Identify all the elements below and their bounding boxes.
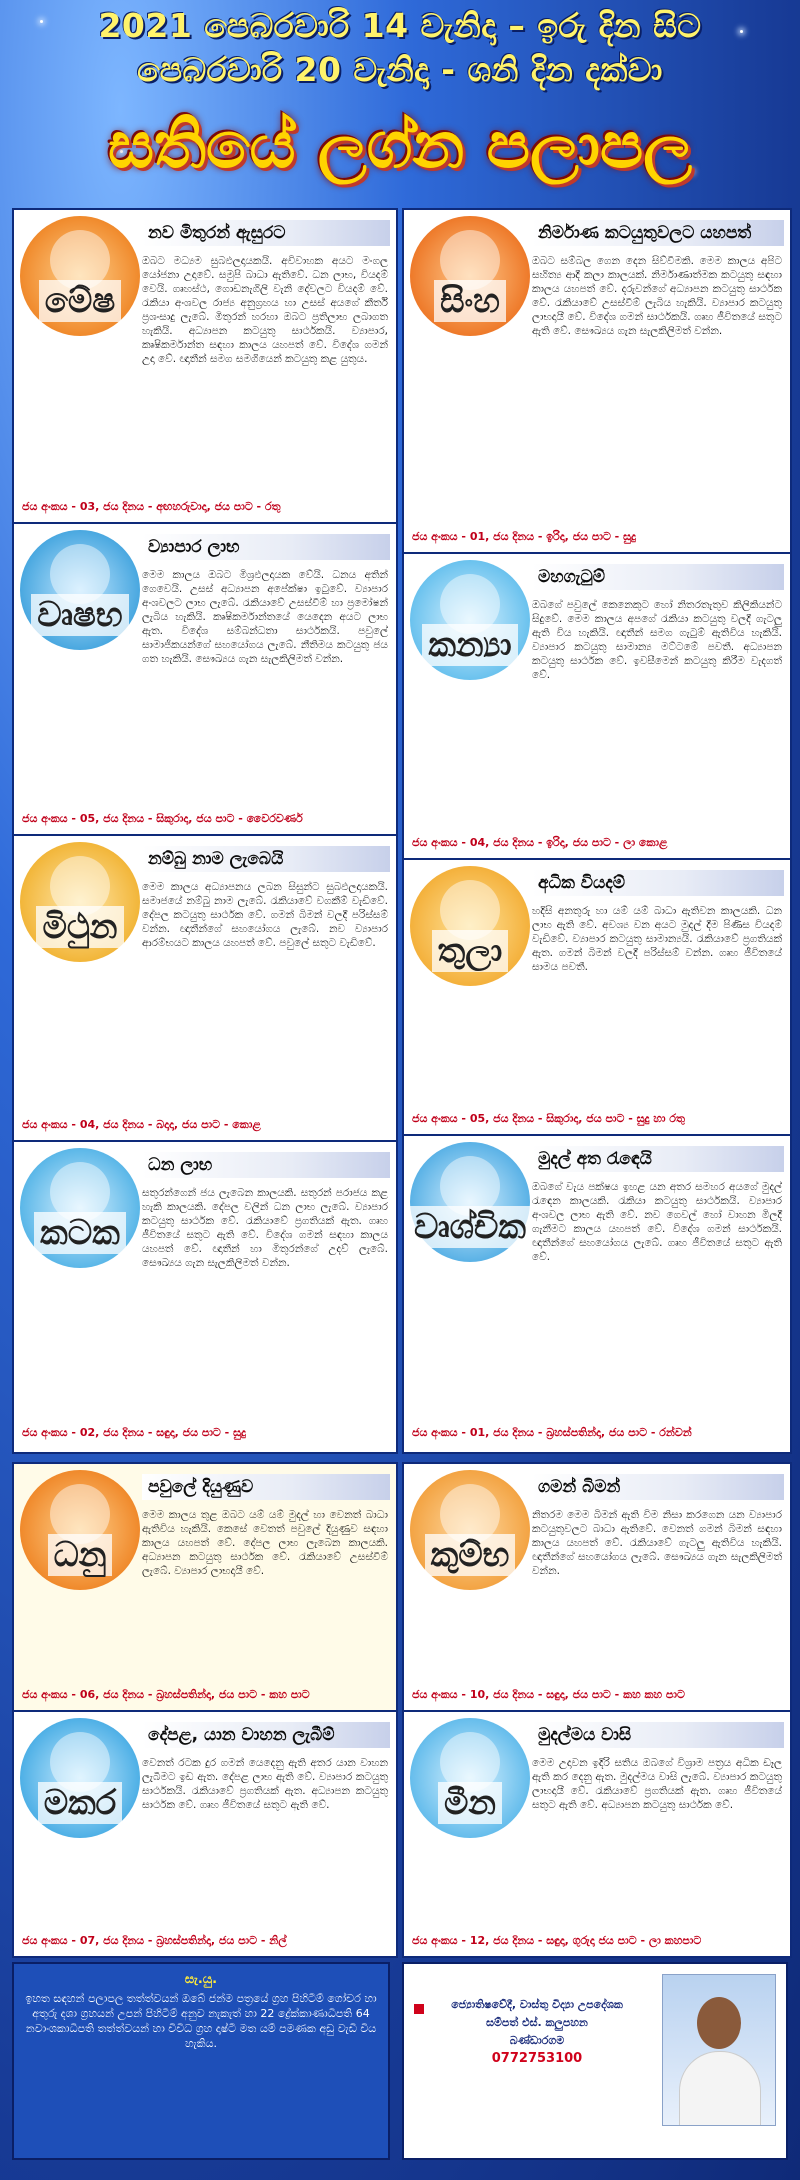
sign-meena <box>404 1710 790 1956</box>
sign-lucky-info: ජය අංකය - 04, ජය දිනය - බදාදා, ජය පාට - කොළ <box>22 1118 261 1131</box>
sign-forecast: නිතරම මෙම බිමන් ඇති විම නිසා කරගෙන යන ව්‍යාපාර කටයුතුවලට බාධා ඇතිවේ. වෙනත් ගමන් බිමන් සඳහා කාලය යහපත් වේ. රැකියාවේ ගැටලු ඇතිවිය හැකියි. ඥාතීන්ගේ සහයෝගය ලැබේ. සෞඛ්‍යය ගැන සැලකිලිමත් වන්න. <box>532 1509 782 1577</box>
kataka-crab-icon <box>20 1148 140 1268</box>
right-bottom-panel <box>402 1462 792 1958</box>
left-bottom-panel <box>12 1462 398 1958</box>
sign-heading: ධන ලාභ <box>142 1152 390 1178</box>
sign-forecast: ඔබට සම්බල ගෙන දෙන සිව්වීමකි. මෙම කාලය අපිට සහිත්‍ය ආදී කලා කාලයක්. නිර්මාණාත්මක කටයුතු සඳහා කාලය යහපත් වේ. දරුවන්ගේ අධ්‍යාපන කටයුතු සාර්ථක වේ. රැකියාවේ උසස්වීම් ලැබිය හැකියි. ව්‍යාපාර කටයුතු ලාභදායී වේ. විදේශ ගමන් සාර්ථකයි. ගෘහ ජීවිතයේ සතුට ඇති වේ. සෞඛ්‍යය ගැන සැලකිලිමත් වන්න. <box>532 255 782 337</box>
sign-forecast: ඔබගේ පවුලේ කෙනෙකුට හෝ නිතරතැතුව කිලිකියන්ට සිදුවේ. මෙම කාලය අපගේ රැකියා කටයුතු වලදී ගැටලු ඇති විය හැකියි. ඥාතීන් සමග ගැටුම් ඇතිවිය හැකියි. ව්‍යාපාර කටයුතු සාමාන්‍ය මට්ටමේ පවතී. අධ්‍යාපන කටයුතු සාර්ථක වේ. ඉවසීමෙන් කටයුතු කිරීම වැදගත් වේ. <box>532 599 782 681</box>
author-phone: 0772753100 <box>491 2051 583 2066</box>
sign-name: ධනු <box>48 1534 113 1576</box>
sign-forecast: මෙම කාලය තුළ ඔබට යම් යම් මුදල් හා වෙනත් බාධා ඇතිවිය හැකියි. කෙසේ වෙතත් පවුලේ දියුණුව සඳහා කාලය යහපත් වේ. දේපල ලාභ ලැබෙන කාලයකි. අධ්‍යාපන කටයුතු සාර්ථක වේ. රැකියාවේ උසස්වීම් ලැබේ. ව්‍යාපාර ලාභදායී වේ. <box>142 1509 388 1577</box>
sign-name: මීන <box>438 1782 502 1824</box>
sign-name: කටක <box>34 1212 126 1254</box>
sign-lucky-info: ජය අංකය - 04, ජය දිනය - ඉරිදා, ජය පාට - ලා කොළ <box>412 836 668 849</box>
sign-lucky-info: ජය අංකය - 05, ජය දිනය - සිකුරාදා, ජය පාට - සුදු හා රතු <box>412 1112 685 1125</box>
sign-dhanu <box>14 1464 396 1710</box>
date-range-end: පෙබරවාරි 20 වැනිදා - ශනි දින දක්වා <box>137 50 663 89</box>
sign-makara <box>14 1710 396 1956</box>
sign-lucky-info: ජය අංකය - 01, ජය දිනය - බ්‍රහස්පතින්දා, ජය පාට - රන්වන් <box>412 1426 692 1439</box>
sign-lucky-info: ජය අංකය - 01, ජය දිනය - ඉරිදා, ජය පාට - සුදු <box>412 530 636 543</box>
sign-mithuna <box>14 834 396 1140</box>
sign-lucky-info: ජය අංකය - 03, ජය දිනය - අඟහරුවාදා, ජය පාට - රතු <box>22 500 281 513</box>
kumbha-water-bearer-icon <box>410 1470 530 1590</box>
sign-forecast: හදිසි අනතුරු හා යම් යම් බාධා ඇතිවන කාලයකි. ධන ලාභ ඇති වේ. අවශ්‍ය වන අයට මුදල් දීම පිණිස වියදම් වැඩිවේ. ව්‍යාපාර කටයුතු සාමාන්‍යයි. රැකියාවේ ප්‍රගතියක් ඇත. ගමන් බිමන් වලදී පරිස්සම් වන්න. ගෘහ ජීවිතයේ සාමය පවතී. <box>532 905 782 973</box>
sign-heading: ව්‍යාපාර ලාභ <box>142 534 390 560</box>
sign-heading: නම්බු නාම ලැබෙයි <box>142 846 390 872</box>
mithuna-twins-icon <box>20 842 140 962</box>
sign-forecast: මෙම කාලය ඔබට මිශ්‍රඵලදායක වේයි. ධනය අතින් ගෙවෙයි. උසස් අධ්‍යාපන අපේක්ෂා ඉටුවේ. ව්‍යාපාර අංශවලට ලාභ ලැබේ. රැකියාවේ උසස්වීම් හා ප්‍රමෝෂන් ලැබිය හැකියි. කෘෂිකර්මාන්තයේ යෙදෙන අයට ලාභ ඇත. විදේශ සම්බන්ධතා සාර්ථකයි. පවුලේ සාමාජිකයන්ගේ සහයෝගය ලැබේ. නීතිමය කටයුතු ජය ගත හැකියි. සෞඛ්‍යය ගැන සැලකිලිමත් වන්න. <box>142 569 388 665</box>
sign-kataka <box>14 1140 396 1448</box>
makara-goat-icon <box>20 1718 140 1838</box>
sign-lucky-info: ජය අංකය - 07, ජය දිනය - බ්‍රහස්පතින්දා, ජය පාට - නිල් <box>22 1934 287 1947</box>
sign-heading: මුදල් අත රැඳෙයි <box>532 1146 784 1172</box>
bullet-icon <box>414 2004 424 2014</box>
sign-forecast: සතුරන්ගෙන් ජය ලැබෙන කාලයකි. සතුරන් පරාජය කළ හැකි කාලයකි. දේපල වලින් ධන ලාභ ලැබේ. ව්‍යාපාර කටයුතු සාර්ථක වේ. රැකියාවේ ප්‍රගතියක් ඇත. ගෘහ ජීවිතයේ සතුට ඇති වේ. විදේශ ගමන් සඳහා කාලය යහපත් වේ. ඥාතීන් හා මිතුරන්ගේ උදව් ලැබේ. සෞඛ්‍යය ගැන සැලකිලිමත් වන්න. <box>142 1187 388 1269</box>
note-text: ඉහත සඳහන් පලාපල තත්ත්වයන් ඔබේ ජන්ම පත්‍රයේ ග්‍රහ පිහිටීම් ගෝචර හා අතුරු දශා ග්‍රහයන් උපන් පිහිටීම් අනුව නැකැත් හා 22 ද්‍රේක්කාණාධිපති 64 නවාංශකාධිපති තත්ත්වයන් හා විවිධ ග්‍රහ දෘෂ්ටී මත යම් පමණක අඩු වැඩි විය හැකිය. <box>25 1992 377 2050</box>
sign-name: මේෂ <box>39 280 122 322</box>
sign-tula <box>404 858 790 1134</box>
author-role: ජ්‍යොතිෂවේදී, වාස්තු විද්‍යා උපදේශක <box>451 1998 623 2011</box>
kanya-maiden-icon <box>410 560 530 680</box>
meena-fish-icon <box>410 1718 530 1838</box>
page-title: සතියේ ලග්න පලාපල <box>107 109 693 183</box>
sign-heading: ගමන් බිමන් <box>532 1474 784 1500</box>
sign-heading: පවුලේ දියුණුව <box>142 1474 390 1500</box>
author-credit <box>402 1962 788 2160</box>
note-heading: සැ.යු. <box>184 1972 218 1987</box>
sign-forecast: මෙම උදාවන ඉදිරි සතිය ඔබගේ විශ්‍රාම පත්‍රය අධික ඩෑල ඇති කර දෙනු ඇත. මුදල්මය වාසි ලැබේ. ව්‍යාපාර කටයුතු ලාභදායී වේ. රැකියාවේ ප්‍රගතියක් ඇත. ගෘහ ජීවිතයේ සතුට ඇති වේ. අධ්‍යාපන කටයුතු සාර්ථක වේ. <box>532 1757 782 1811</box>
sign-name: මකර <box>38 1782 123 1824</box>
sign-name: වෘෂභ <box>31 594 128 636</box>
author-photo <box>662 1974 776 2126</box>
sign-forecast: ඔබට මධ්‍යම සුබඵලදායකයි. අවිවාහක අයට මංගල යෝජනා උදාවේ. සමුපි බාධා ඇතිවේ. ධන ලාභ, වියදම් වෙයි. ගෘහස්ථ, ගොඩනැගිලි වැනි දේවලට වියදම් වේ. රැකියා අංශවල රාජ්‍ය අනුග්‍රහය හා උසස් අයගේ කීර්ති ප්‍රශංසාදු ලැබේ. මිතුරන් හරහා ඔබට ප්‍රතිලාභ ලබාගත හැකියි. අධ්‍යාපන කටයුතු සාර්ථකයි. ව්‍යාපාර, කෘෂිකර්මාන්ත සඳහා කාලය යහපත් වේ. විදේශ ගමන් උදා වේ. ඥාතීන් සමග සමගියෙන් කටයුතු කළ යුතුය. <box>142 255 388 365</box>
sign-lucky-info: ජය අංකය - 06, ජය දිනය - බ්‍රහස්පතින්දා, ජය පාට - කහ පාට <box>22 1688 310 1701</box>
sign-simha <box>404 210 790 552</box>
mesha-ram-icon <box>20 216 140 336</box>
sign-forecast: මෙම කාලය අධ්‍යාපනය ලබන සිසුන්ට සුබඵලදායකයි. සමාජයේ නම්බු නාම ලැබේ. රැකියාවේ වගකීම් වැඩිවේ. දේපල කටයුතු සාර්ථක වේ. ගමන් බිමන් වලදී පරිස්සම් වන්න. ඥාතීන්ගේ සහයෝගය ලැබේ. නව ව්‍යාපාර ආරම්භයට කාලය යහපත් වේ. පවුලේ සතුට වැඩිවේ. <box>142 881 388 949</box>
left-top-panel <box>12 208 398 1454</box>
sign-name: සිංහ <box>434 280 506 322</box>
sign-name: කන්‍යා <box>422 624 517 666</box>
sign-name: වෘශ්චික <box>408 1206 532 1248</box>
author-place: බණ්ඩාරගම <box>509 2034 565 2047</box>
vrushchika-scorpion-icon <box>410 1142 530 1262</box>
header <box>0 0 800 200</box>
sign-heading: මුදල්මය වාසි <box>532 1722 784 1748</box>
sign-heading: මහගැටුම් <box>532 564 784 590</box>
sign-heading: දේපළ, යාන වාහන ලැබීම් <box>142 1722 390 1748</box>
sign-heading: නිර්මාණ කටයුතුවලට යහපත් <box>532 220 784 246</box>
sign-lucky-info: ජය අංකය - 10, ජය දිනය - සඳුදා, ජය පාට - කහ කහ පාට <box>412 1688 685 1701</box>
author-name: සම්පත් එස්. කලුපහන <box>486 2016 588 2029</box>
sign-kumbha <box>404 1464 790 1710</box>
right-top-panel <box>402 208 792 1454</box>
sign-lucky-info: ජය අංකය - 05, ජය දිනය - සිකුරාදා, ජය පාට - වෛරවර්ණ <box>22 812 303 825</box>
date-range-start: 2021 පෙබරවාරි 14 වැනිදා – ඉරු දින සිට <box>98 6 702 45</box>
sign-heading: අධික වියදම් <box>532 870 784 896</box>
sign-name: තුලා <box>432 930 509 972</box>
sign-lucky-info: ජය අංකය - 12, ජය දිනය - සඳුදා, ගුරුදා ජය පාට - ලා කහපාට <box>412 1934 702 1947</box>
sign-kanya <box>404 552 790 858</box>
sign-name: මිථුන <box>36 906 123 948</box>
dhanu-archer-icon <box>20 1470 140 1590</box>
sign-forecast: ඔබගේ වැය පක්ෂය ඉහළ යන අතර සමහර අයගේ මුදල් රැඳෙන කාලයකි. රැකියා කටයුතු සාර්ථකයි. ව්‍යාපාර අංශවල ලාභ ඇති වේ. නව ගෙවල් හෝ වාහන මිලදී ගැනීමට කාලය යහපත් වේ. විදේශ ගමන් සාර්ථකයි. ඥාතීන්ගේ සහයෝගය ලැබේ. ගෘහ ජීවිතයේ සතුට ඇති වේ. <box>532 1181 782 1263</box>
tula-scales-icon <box>410 866 530 986</box>
sign-name: කුම්භ <box>425 1534 516 1576</box>
sign-heading: නව මිතුරන් ඇසුරට <box>142 220 390 246</box>
disclaimer-note <box>12 1962 390 2160</box>
simha-lion-icon <box>410 216 530 336</box>
sign-vrushabha <box>14 522 396 834</box>
sign-vrushchika <box>404 1134 790 1448</box>
sign-lucky-info: ජය අංකය - 02, ජය දිනය - සඳුදා, ජය පාට - සුදු <box>22 1426 246 1439</box>
sign-mesha <box>14 210 396 522</box>
vrushabha-bull-icon <box>20 530 140 650</box>
sign-forecast: වෙනත් රටක දුර ගමන් යෙදෙනු ඇති අතර යාන වාහන ලැබීමට ඉඩ ඇත. දේපළ ලාභ ඇති වේ. ව්‍යාපාර කටයුතු සාර්ථකයි. රැකියාවේ ප්‍රගතියක් ඇත. අධ්‍යාපන කටයුතු සාර්ථක වේ. ගෘහ ජීවිතයේ සතුට ඇති වේ. <box>142 1757 388 1811</box>
